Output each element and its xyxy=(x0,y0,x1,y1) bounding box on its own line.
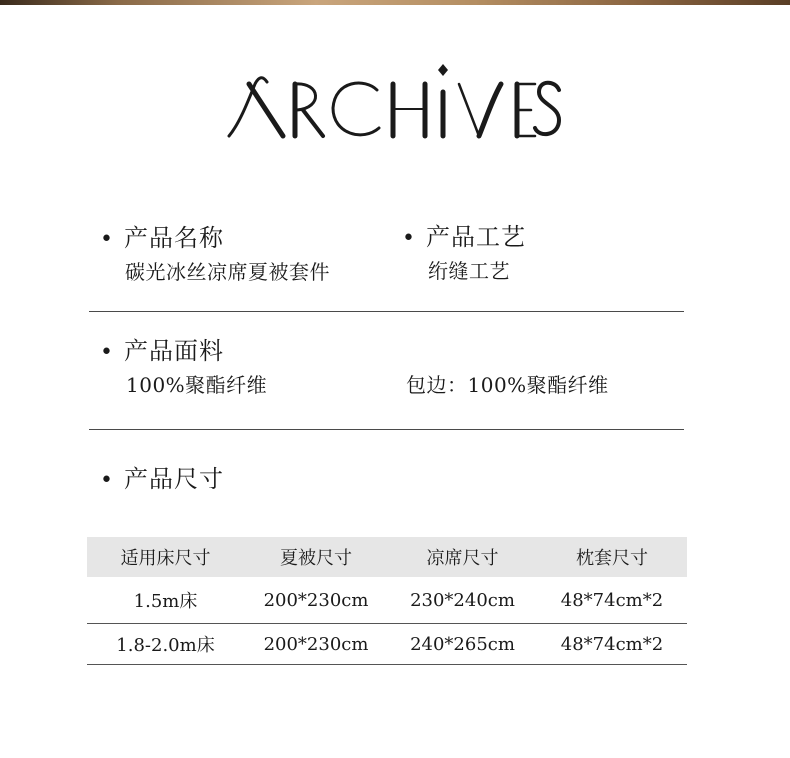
table-cell: 1.5m床 xyxy=(87,577,244,624)
size-block xyxy=(100,465,224,495)
table-cell: 230*240cm xyxy=(388,577,537,624)
table-row xyxy=(87,624,687,665)
craft-block xyxy=(402,223,526,253)
size-label: 产品尺寸 xyxy=(123,465,224,493)
fabric-block xyxy=(100,337,224,367)
table-cell: 200*230cm xyxy=(244,624,388,665)
size-table xyxy=(87,537,687,665)
bullet-dot-icon: • xyxy=(100,227,114,252)
archives-logo-wordmark xyxy=(225,62,565,142)
top-photo-strip xyxy=(0,0,790,5)
table-row xyxy=(87,577,687,624)
product-name-block xyxy=(100,224,224,254)
bullet-dot-icon: • xyxy=(100,468,114,493)
craft-label: 产品工艺 xyxy=(425,223,526,251)
fabric-value: 100%聚酯纤维 xyxy=(126,373,268,397)
bullet-dot-icon: • xyxy=(402,226,416,251)
product-name-label: 产品名称 xyxy=(123,224,224,252)
table-header-cell: 适用床尺寸 xyxy=(87,537,244,577)
table-cell: 1.8-2.0m床 xyxy=(87,624,244,665)
table-cell: 240*265cm xyxy=(388,624,537,665)
fabric-label: 产品面料 xyxy=(123,337,224,365)
craft-value: 绗缝工艺 xyxy=(428,259,510,283)
product-name-value: 碳光冰丝凉席夏被套件 xyxy=(125,260,330,284)
table-header-row xyxy=(87,537,687,577)
table-header-cell: 夏被尺寸 xyxy=(244,537,388,577)
table-cell: 48*74cm*2 xyxy=(537,577,687,624)
table-header-cell: 凉席尺寸 xyxy=(388,537,537,577)
bullet-dot-icon: • xyxy=(100,340,114,365)
divider xyxy=(89,429,684,430)
table-cell: 48*74cm*2 xyxy=(537,624,687,665)
table-cell: 200*230cm xyxy=(244,577,388,624)
logo-diamond-dot xyxy=(438,64,448,76)
table-header-cell: 枕套尺寸 xyxy=(537,537,687,577)
divider xyxy=(89,311,684,312)
brand-logo xyxy=(0,62,790,142)
fabric-trim-value: 包边：100%聚酯纤维 xyxy=(406,373,609,397)
